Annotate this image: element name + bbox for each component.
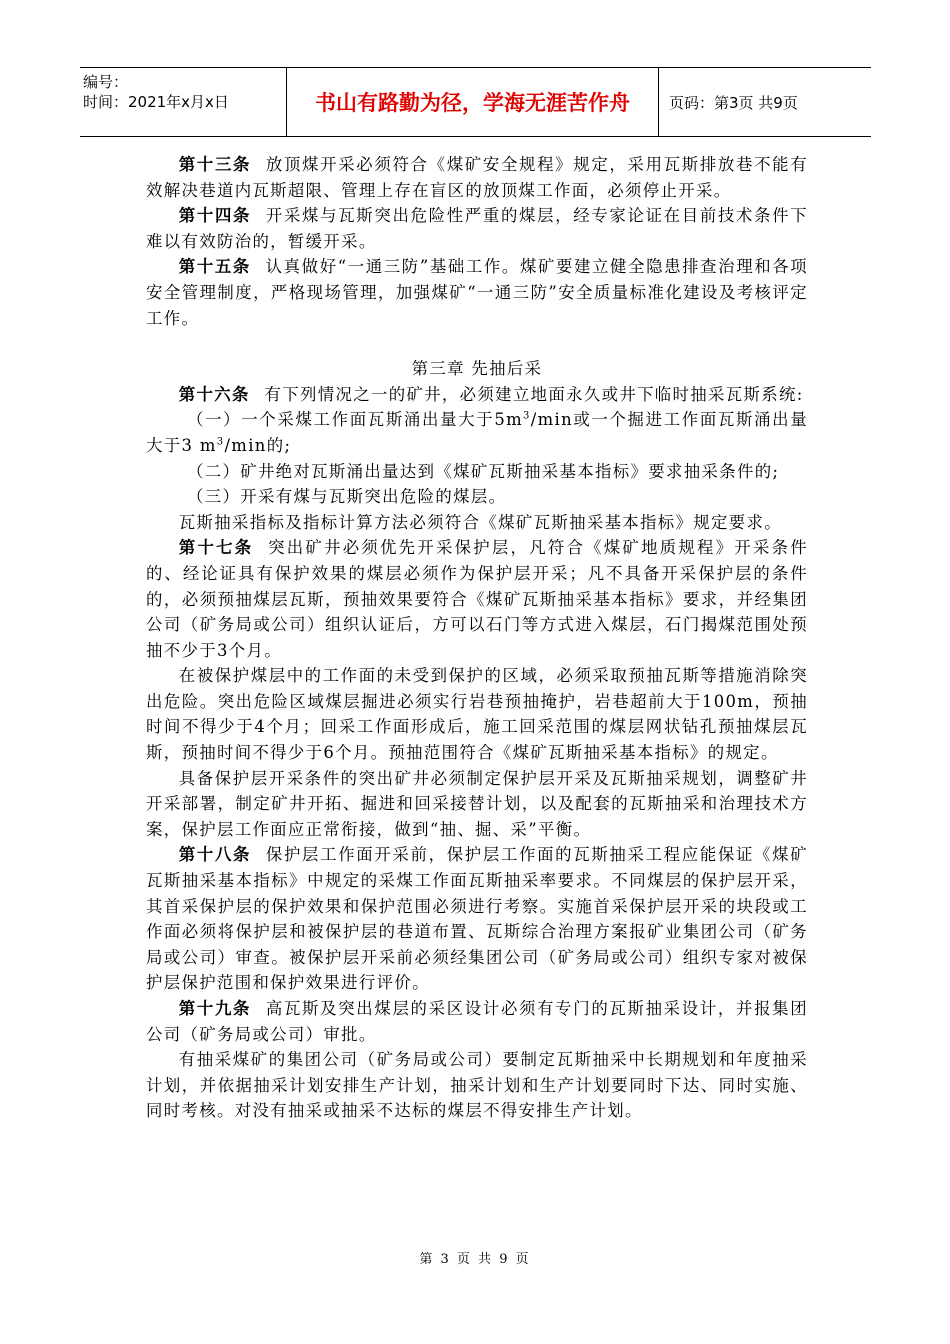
chapter-heading: 第三章 先抽后采 xyxy=(411,359,543,379)
article-text: 保护层工作面开采前，保护层工作面的瓦斯抽采工程应能保证《煤矿瓦斯抽采基本指标》中规定的采煤工作面瓦斯抽采率要求。不同煤层的保护层开采，其首采保护层的保护效果和保护范围必须进行考察。实施首采保护层开采的块段或工作面必须将保护层和被保护层的巷道布置、瓦斯综合治理方案报矿业集团公司（矿务局或公司）审查。被保护层开采前必须经集团公司（矿务局或公司）组织专家对被保护层保护范围和保护效果进行评价。 xyxy=(146,845,808,993)
list-item-1: （一）一个采煤工作面瓦斯涌出量大于$5m^3/\min$或一个掘进工作面瓦斯涌出量大于3 $m^3/\min$的; xyxy=(146,410,808,455)
page-footer: 第 3 页 共 9 页 xyxy=(419,1252,531,1267)
header-page-indicator: 页码：第3页 共9页 xyxy=(669,93,798,112)
document-date-label: 时间：2021年x月x日 xyxy=(83,93,229,111)
paragraph: 瓦斯抽采指标及指标计算方法必须符合《煤矿瓦斯抽采基本指标》规定要求。 xyxy=(178,512,782,532)
article-text: 认真做好“一通三防”基础工作。煤矿要建立健全隐患排查治理和各项安全管理制度，严格现场管理，加强煤矿“一通三防”安全质量标准化建设及考核评定工作。 xyxy=(146,257,808,328)
article-16 xyxy=(146,382,808,408)
article-18 xyxy=(146,842,808,996)
header-meta xyxy=(80,68,286,136)
article-text: 突出矿井必须优先开采保护层，凡符合《煤矿地质规程》开采条件的、经论证具有保护效果的煤层必须作为保护层开采；凡不具备开采保护层的条件的，必须预抽煤层瓦斯，预抽效果要符合《煤矿瓦斯抽采基本指标》要求，并经集团公司（矿务局或公司）组织认证后，方可以石门等方式进入煤层，石门揭煤范围处预抽不少于3个月。 xyxy=(146,538,808,660)
article-17 xyxy=(146,535,808,663)
article-title: 第十八条 xyxy=(178,845,252,865)
article-title: 第十四条 xyxy=(178,206,252,226)
list-item-2: （二）矿井绝对瓦斯涌出量达到《煤矿瓦斯抽采基本指标》要求抽采条件的; xyxy=(187,461,780,481)
document-body xyxy=(146,152,808,1124)
article-14 xyxy=(146,203,808,254)
paragraph: 有抽采煤矿的集团公司（矿务局或公司）要制定瓦斯抽采中长期规划和年度抽采计划，并依据抽采计划安排生产计划，抽采计划和生产计划要同时下达、同时实施、同时考核。对没有抽采或抽采不达标的煤层不得安排生产计划。 xyxy=(146,1050,808,1121)
article-15 xyxy=(146,254,808,331)
article-title: 第十三条 xyxy=(178,155,252,174)
paragraph: 具备保护层开采条件的突出矿井必须制定保护层开采及瓦斯抽采规划，调整矿井开采部署，制定矿井开拓、掘进和回采接替计划，以及配套的瓦斯抽采和治理技术方案，保护层工作面应正常衔接，做到“抽、掘、采”平衡。 xyxy=(146,768,808,839)
document-number-label: 编号： xyxy=(83,73,129,91)
article-text: 开采煤与瓦斯突出危险性严重的煤层，经专家论证在目前技术条件下难以有效防治的，暂缓开采。 xyxy=(146,206,808,251)
article-text: 放顶煤开采必须符合《煤矿安全规程》规定，采用瓦斯排放巷不能有效解决巷道内瓦斯超限、管理上存在盲区的放顶煤工作面，必须停止开采。 xyxy=(146,155,808,200)
article-title: 第十六条 xyxy=(178,384,250,404)
page-header xyxy=(80,67,871,137)
paragraph: 在被保护煤层中的工作面的未受到保护的区域，必须采取预抽瓦斯等措施消除突出危险。突出危险区域煤层掘进必须实行岩巷预抽掩护，岩巷超前大于100m，预抽时间不得少于4个月；回采工作面形成后，施工回采范围的煤层网状钻孔预抽煤层瓦斯，预抽时间不得少于6个月。预抽范围符合《煤矿瓦斯抽采基本指标》的规定。 xyxy=(146,666,808,763)
article-title: 第十七条 xyxy=(178,538,254,558)
article-title: 第十五条 xyxy=(178,257,251,277)
article-title: 第十九条 xyxy=(178,999,252,1018)
article-13 xyxy=(146,152,808,203)
article-text: 高瓦斯及突出煤层的采区设计必须有专门的瓦斯抽采设计，并报集团公司（矿务局或公司）审批。 xyxy=(146,999,808,1044)
article-text: 有下列情况之一的矿井，必须建立地面永久或井下临时抽采瓦斯系统: xyxy=(264,384,804,404)
list-item-3: （三）开采有煤与瓦斯突出危险的煤层。 xyxy=(187,487,507,507)
article-19 xyxy=(146,996,808,1047)
header-motto: 书山有路勤为径，学海无涯苦作舟 xyxy=(286,68,659,136)
